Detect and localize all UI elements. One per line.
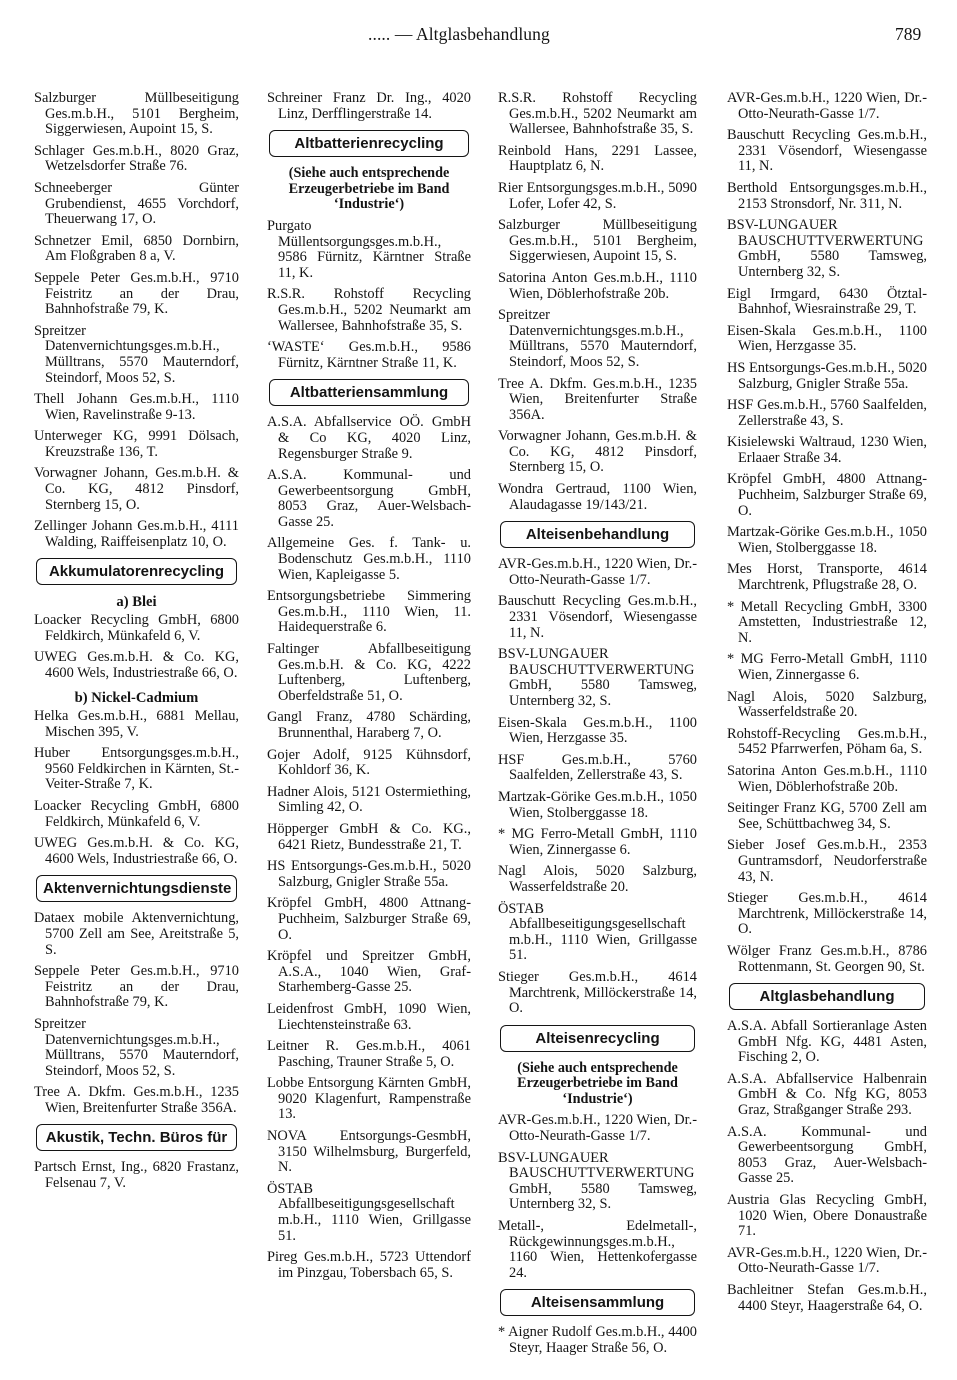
directory-entry: A.S.A. Abfall Sortieranlage Asten GmbH Nfg. KG, 4481 Asten, Fisching 2, O. (727, 1018, 927, 1066)
directory-entry: Gojer Adolf, 9125 Kühnsdorf, Kohldorf 36, K. (267, 746, 471, 779)
directory-entry: Entsorgungsbetriebe Simmering Ges.m.b.H., 1110 Wien, 11. Haidequerstraße 6. (267, 588, 471, 636)
directory-entry: Schreiner Franz Dr. Ing., 4020 Linz, Derfflingerstraße 14. (267, 91, 471, 122)
section-heading: Alteisenrecycling (500, 1025, 695, 1052)
directory-entry: Schnetzer Emil, 6850 Dornbirn, Am Floßgraben 8 a, V. (34, 232, 239, 265)
directory-entry: A.S.A. Kommunal- und Gewerbeentsorgung GmbH, 8053 Graz, Auer-Welsbach-Gasse 25. (267, 467, 471, 530)
directory-entry: Rier Entsorgungsges.m.b.H., 5090 Lofer, Lofer 42, S. (498, 179, 697, 212)
directory-entry: * Metall Recycling GmbH, 3300 Amstetten, Industriestraße 12, N. (727, 598, 927, 646)
directory-entry: AVR-Ges.m.b.H., 1220 Wien, Dr.-Otto-Neurath-Gasse 1/7. (727, 1244, 927, 1277)
directory-entry: Rohstoff-Recycling Ges.m.b.H., 5452 Pfarrwerfen, Pöham 6a, S. (727, 725, 927, 758)
directory-entry: Seppele Peter Ges.m.b.H., 9710 Feistritz an der Drau, Bahnhofstraße 79, K. (34, 269, 239, 318)
directory-entry: Spreitzer Datenvernichtungsges.m.b.H., Mülltrans, 5570 Mauterndorf, Steindorf, Moos 52, S. (34, 1015, 239, 1079)
directory-entry: Bauschutt Recycling Ges.m.b.H., 2331 Vösendorf, Wiesengasse 11, N. (727, 127, 927, 175)
directory-entry: AVR-Ges.m.b.H., 1220 Wien, Dr.-Otto-Neurath-Gasse 1/7. (727, 91, 927, 122)
section-heading: Alteisenbehandlung (500, 521, 695, 548)
directory-entry: Nagl Alois, 5020 Salzburg, Wasserfeldstraße 20. (727, 688, 927, 721)
directory-entry: Spreitzer Datenvernichtungsges.m.b.H., Mülltrans, 5570 Mauterndorf, Steindorf, Moos 52, S. (34, 322, 239, 386)
directory-entry: HSF Ges.m.b.H., 5760 Saalfelden, Zellerstraße 43, S. (498, 751, 697, 784)
directory-entry: Dataex mobile Aktenvernichtung, 5700 Zell am See, Areitstraße 5, S. (34, 910, 239, 958)
column-4 (727, 91, 927, 1371)
section-heading: Akkumulatorenrecycling (36, 558, 237, 585)
directory-columns (0, 91, 957, 1371)
cross-reference-note: (Siehe auch entsprechende Erzeugerbetriebe im Band ‘Industrie‘) (517, 1059, 678, 1107)
directory-entry: Spreitzer Datenvernichtungsges.m.b.H., Mülltrans, 5570 Mauterndorf, Steindorf, Moos 52, S. (498, 307, 697, 370)
directory-entry: Seitinger Franz KG, 5700 Zell am See, Schüttbachweg 34, S. (727, 800, 927, 832)
directory-entry: BSV-LUNGAUER BAUSCHUTTVERWERTUNG GmbH, 5580 Tamsweg, Unternberg 32, S. (727, 217, 927, 280)
directory-entry: Tree A. Dkfm. Ges.m.b.H., 1235 Wien, Breitenfurter Straße 356A. (498, 375, 697, 423)
section-heading: Aktenvernichtungsdienste (36, 875, 237, 902)
directory-entry: Berthold Entsorgungsges.m.b.H., 2153 Stronsdorf, Nr. 311, N. (727, 179, 927, 212)
directory-entry: Wondra Gertraud, 1100 Wien, Alaudagasse 19/143/21. (498, 481, 697, 513)
directory-entry: Helka Ges.m.b.H., 6881 Mellau, Mischen 395, V. (34, 708, 239, 740)
page-header (0, 24, 957, 52)
directory-entry: Seppele Peter Ges.m.b.H., 9710 Feistritz an der Drau, Bahnhofstraße 79, K. (34, 963, 239, 1011)
directory-entry: Kröpfel und Spreitzer GmbH, A.S.A., 1040 Wien, Graf-Starhemberg-Gasse 25. (267, 948, 471, 996)
directory-entry: Mes Horst, Transporte, 4614 Marchtrenk, Pflugstraße 28, O. (727, 561, 927, 594)
directory-entry: Wölger Franz Ges.m.b.H., 8786 Rottenmann, St. Georgen 90, St. (727, 942, 927, 975)
directory-entry: Loacker Recycling GmbH, 6800 Feldkirch, Münkafeld 6, V. (34, 612, 239, 644)
directory-entry: Huber Entsorgungsges.m.b.H., 9560 Feldkirchen in Kärnten, St.-Veiter-Straße 7, K. (34, 745, 239, 793)
directory-entry: Vorwagner Johann, Ges.m.b.H. & Co. KG, 4812 Pinsdorf, Sternberg 15, O. (34, 465, 239, 513)
section-heading: Altglasbehandlung (729, 983, 925, 1010)
directory-entry: Schlager Ges.m.b.H., 8020 Graz, Wetzelsdorfer Straße 76. (34, 142, 239, 175)
page-number: 789 (895, 24, 922, 44)
directory-entry: Stieger Ges.m.b.H., 4614 Marchtrenk, Millöckerstraße 14, O. (727, 890, 927, 938)
directory-entry: Stieger Ges.m.b.H., 4614 Marchtrenk, Millöckerstraße 14, O. (498, 968, 697, 1017)
directory-entry: Kisielewski Waltraud, 1230 Wien, Erlaaer Straße 34. (727, 434, 927, 466)
directory-entry: BSV-LUNGAUER BAUSCHUTTVERWERTUNG GmbH, 5580 Tamsweg, Unternberg 32, S. (498, 1149, 697, 1213)
directory-entry: HS Entsorgungs-Ges.m.b.H., 5020 Salzburg, Gnigler Straße 55a. (267, 858, 471, 890)
directory-entry: UWEG Ges.m.b.H. & Co. KG, 4600 Wels, Industriestraße 66, O. (34, 835, 239, 867)
directory-entry: Sieber Josef Ges.m.b.H., 2353 Guntramsdorf, Neudorferstraße 43, N. (727, 837, 927, 885)
directory-entry: Eisen-Skala Ges.m.b.H., 1100 Wien, Herzgasse 35. (498, 714, 697, 747)
directory-entry: Vorwagner Johann, Ges.m.b.H. & Co. KG, 4812 Pinsdorf, Sternberg 15, O. (498, 428, 697, 476)
directory-entry: ÖSTAB Abfallbeseitigungsgesellschaft m.b.H., 1110 Wien, Grillgasse 51. (498, 900, 697, 964)
directory-entry: Pireg Ges.m.b.H., 5723 Uttendorf im Pinzgau, Tobersbach 65, S. (267, 1249, 471, 1281)
directory-entry: Unterweger KG, 9991 Dölsach, Kreuzstraße 136, T. (34, 428, 239, 460)
directory-entry: Loacker Recycling GmbH, 6800 Feldkirch, Münkafeld 6, V. (34, 797, 239, 830)
directory-entry: * MG Ferro-Metall GmbH, 1110 Wien, Zinnergasse 6. (727, 651, 927, 683)
directory-entry: Partsch Ernst, Ing., 6820 Frastanz, Felsenau 7, V. (34, 1159, 239, 1192)
directory-entry: Salzburger Müllbeseitigung Ges.m.b.H., 5101 Bergheim, Siggerwiesen, Aupoint 15, S. (498, 217, 697, 265)
directory-entry: Nagl Alois, 5020 Salzburg, Wasserfeldstraße 20. (498, 863, 697, 895)
directory-entry: A.S.A. Abfallservice OÖ. GmbH & Co KG, 4020 Linz, Regensburger Straße 9. (267, 414, 471, 462)
directory-entry: * MG Ferro-Metall GmbH, 1110 Wien, Zinnergasse 6. (498, 826, 697, 858)
directory-entry: Salzburger Müllbeseitigung Ges.m.b.H., 5101 Bergheim, Siggerwiesen, Aupoint 15, S. (34, 91, 239, 138)
directory-entry: Bachleitner Stefan Ges.m.b.H., 4400 Steyr, Haagerstraße 64, O. (727, 1282, 927, 1314)
section-heading: Akustik, Techn. Büros für (36, 1124, 237, 1151)
running-title: ..... — Altglasbehandlung (368, 24, 550, 44)
directory-entry: NOVA Entsorgungs-GesmbH, 3150 Wilhelmsburg, Burgerfeld, N. (267, 1128, 471, 1176)
directory-entry: Metall-, Edelmetall-, Rückgewinnungsges.m.b.H., 1160 Wien, Hettenkofergasse 24. (498, 1218, 697, 1281)
directory-entry: Martzak-Görike Ges.m.b.H., 1050 Wien, Stolberggasse 18. (498, 788, 697, 821)
directory-entry: Allgemeine Ges. f. Tank- u. Bodenschutz Ges.m.b.H., 1110 Wien, Kapleigasse 5. (267, 535, 471, 583)
directory-entry: Reinbold Hans, 2291 Lassee, Hauptplatz 6, N. (498, 142, 697, 175)
directory-entry: Höpperger GmbH & Co. KG., 6421 Rietz, Bundesstraße 21, T. (267, 820, 471, 853)
directory-entry: Hadner Alois, 5121 Ostermiething, Simling 42, O. (267, 783, 471, 816)
directory-entry: Satorina Anton Ges.m.b.H., 1110 Wien, Döblerhofstraße 20b. (498, 269, 697, 302)
directory-entry: ÖSTAB Abfallbeseitigungsgesellschaft m.b.H., 1110 Wien, Grillgasse 51. (267, 1180, 471, 1244)
subsection-heading: b) Nickel-Cadmium (74, 690, 199, 707)
directory-entry: Satorina Anton Ges.m.b.H., 1110 Wien, Döblerhofstraße 20b. (727, 762, 927, 795)
directory-entry: Kröpfel GmbH, 4800 Attnang-Puchheim, Salzburger Straße 69, O. (727, 471, 927, 519)
directory-entry: A.S.A. Abfallservice Halbenrain GmbH & Co. Nfg KG, 8053 Graz, Straßganger Straße 293. (727, 1070, 927, 1119)
directory-entry: Leidenfrost GmbH, 1090 Wien, Liechtensteinstraße 63. (267, 1000, 471, 1033)
directory-entry: ‘WASTE‘ Ges.m.b.H., 9586 Fürnitz, Kärntner Straße 11, K. (267, 339, 471, 371)
directory-entry: BSV-LUNGAUER BAUSCHUTTVERWERTUNG GmbH, 5580 Tamsweg, Unternberg 32, S. (498, 646, 697, 709)
directory-entry: R.S.R. Rohstoff Recycling Ges.m.b.H., 5202 Neumarkt am Wallersee, Bahnhofstraße 35, S. (267, 286, 471, 334)
directory-entry: * Aigner Rudolf Ges.m.b.H., 4400 Steyr, Haager Straße 56, O. (498, 1324, 697, 1356)
column-1 (34, 91, 239, 1371)
directory-entry: Martzak-Görike Ges.m.b.H., 1050 Wien, Stolberggasse 18. (727, 524, 927, 556)
directory-entry: Austria Glas Recycling GmbH, 1020 Wien, Obere Donaustraße 71. (727, 1192, 927, 1240)
directory-entry: AVR-Ges.m.b.H., 1220 Wien, Dr.-Otto-Neurath-Gasse 1/7. (498, 556, 697, 588)
directory-entry: HS Entsorgungs-Ges.m.b.H., 5020 Salzburg, Gnigler Straße 55a. (727, 359, 927, 392)
directory-entry: Gangl Franz, 4780 Schärding, Brunnenthal, Haraberg 7, O. (267, 709, 471, 741)
cross-reference-note: (Siehe auch entsprechende Erzeugerbetriebe im Band ‘Industrie‘) (288, 165, 450, 213)
directory-entry: Faltinger Abfallbeseitigung Ges.m.b.H. & Co. KG, 4222 Luftenberg, Luftenberg, Oberfeldstraße 51, O. (267, 641, 471, 704)
directory-entry: Tree A. Dkfm. Ges.m.b.H., 1235 Wien, Breitenfurter Straße 356A. (34, 1084, 239, 1116)
column-3 (498, 91, 697, 1371)
directory-entry: A.S.A. Kommunal- und Gewerbeentsorgung GmbH, 8053 Graz, Auer-Welsbach-Gasse 25. (727, 1123, 927, 1187)
directory-entry: Eigl Irmgard, 6430 Ötztal-Bahnhof, Wiesrainstraße 29, T. (727, 285, 927, 318)
directory-entry: Purgato Müllentsorgungsges.m.b.H., 9586 Fürnitz, Kärntner Straße 11, K. (267, 217, 471, 281)
directory-entry: Schneeberger Günter Grubendienst, 4655 Vorchdorf, Theuerwang 17, O. (34, 179, 239, 228)
directory-entry: Thell Johann Ges.m.b.H., 1110 Wien, Ravelinstraße 9-13. (34, 391, 239, 423)
directory-entry: HSF Ges.m.b.H., 5760 Saalfelden, Zellerstraße 43, S. (727, 397, 927, 429)
column-2 (267, 91, 471, 1371)
section-heading: Altbatterienrecycling (269, 130, 469, 157)
subsection-heading: a) Blei (116, 594, 157, 611)
directory-entry: UWEG Ges.m.b.H. & Co. KG, 4600 Wels, Industriestraße 66, O. (34, 649, 239, 681)
directory-entry: Eisen-Skala Ges.m.b.H., 1100 Wien, Herzgasse 35. (727, 322, 927, 355)
directory-entry: Kröpfel GmbH, 4800 Attnang-Puchheim, Salzburger Straße 69, O. (267, 895, 471, 943)
directory-entry: Lobbe Entsorgung Kärnten GmbH, 9020 Klagenfurt, Rampenstraße 13. (267, 1075, 471, 1123)
directory-entry: Leitner R. Ges.m.b.H., 4061 Pasching, Trauner Straße 5, O. (267, 1038, 471, 1070)
section-heading: Alteisensammlung (500, 1289, 695, 1316)
directory-entry: AVR-Ges.m.b.H., 1220 Wien, Dr.-Otto-Neurath-Gasse 1/7. (498, 1112, 697, 1145)
directory-entry: R.S.R. Rohstoff Recycling Ges.m.b.H., 5202 Neumarkt am Wallersee, Bahnhofstraße 35, S. (498, 91, 697, 138)
section-heading: Altbatteriensammlung (269, 379, 469, 406)
directory-entry: Bauschutt Recycling Ges.m.b.H., 2331 Vösendorf, Wiesengasse 11, N. (498, 593, 697, 641)
directory-entry: Zellinger Johann Ges.m.b.H., 4111 Walding, Raiffeisenplatz 10, O. (34, 518, 239, 550)
